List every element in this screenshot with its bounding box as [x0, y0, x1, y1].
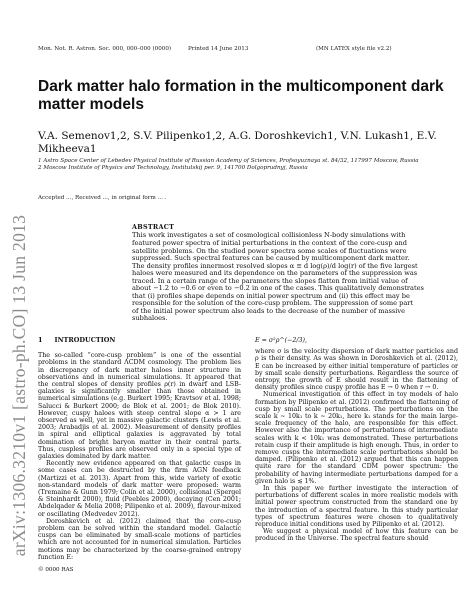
running-head	[38, 46, 458, 52]
section-number: 1	[38, 335, 43, 344]
paper-page	[38, 46, 458, 574]
paragraph: Numerical investigation of this effect in toy models of halo formation by Pilipenko et al. (2012) confirmed the flattening of cusp by small scale perturbations. The perturbations on the scale k ∼ 10k₁ to k ∼ 20k₁, here k₁ stands for the main large-scale frequency of the halo, are responsible for this effect. However also the importance of perturbations of intermediate scales with k < 10k₁ was demonstrated. These perturbations retain cusp if their amplitude is high enough. Thus, in order to remove cusps the intermediate scale perturbations should be damped. (Pilipenko et al. (2012) argued that this can happen quite rare for the standard CDM power spectrum: the probability of having intermediate perturbations damped for a given halo is ≲ 1%.	[255, 391, 458, 485]
abstract-heading: ABSTRACT	[132, 223, 175, 232]
two-column-body	[38, 337, 458, 574]
author-list: V.A. Semenov1,2, S.V. Pilipenko1,2, A.G. Doroshkevich1, V.N. Lukash1, E.V. Mikheeva1	[38, 130, 437, 155]
abstract-block	[132, 223, 458, 323]
journal-line: Mon. Not. R. Astron. Soc. 000, 000–000 (0000)	[38, 46, 172, 52]
abstract-line: haloes were measured and its dependence on the parameters of the suppression was	[132, 269, 418, 278]
paragraph: The so-called “core-cusp problem” is one of the essential problems in the standard ΛCDM cosmology. The problem lies in discrepancy of dark matter haloes inner structure in observations and in numerical simulations. It appeared that the central slopes of density profiles ρ(r) in dwarf and LSB-galaxies is significantly smaller than those obtained in numerical simulations (e.g. Burkert 1995; Kravtsov et al. 1998; Salucci & Burkert 2000; de Blok et al. 2001; de Blok 2010). However, cuspy haloes with steep central slope α > 1 are observed as well, yet in massive galactic clusters (Lewis et al. 2003; Arabadjis et al. 2002). Measurement of density profiles in spiral and elliptical galaxies is aggravated by total domination of bright baryon matter in their central parts. Thus, cuspless profiles are observed only in a special type of galaxies dominated by dark matter.	[38, 352, 241, 461]
paragraph: In this paper we further investigate the interaction of perturbations of different scales in more realistic models with initial power spectrum constructed from the standard one by the introduction of a spectral feature. In this study particular types of spectrum features were chosen to qualitatively reproduce initial conditions used by Pilipenko et al. (2012).	[255, 485, 458, 529]
paragraph: We suggest a physical model of how this feature can be produced in the Universe. The spectral feature should	[255, 528, 458, 543]
entropy-equation: E = σ²ρ^(−2/3),	[255, 336, 308, 344]
abstract-line: that (i) profiles shape depends on initial power spectrum and (ii) this effect may be	[132, 291, 410, 300]
style-note: (MN LATEX style file v2.2)	[316, 46, 392, 52]
section-heading	[38, 337, 241, 344]
abstract-line: featured power spectra of initial perturbations in the context of the core-cusp and	[132, 238, 408, 247]
section-title: INTRODUCTION	[54, 335, 116, 344]
abstract-line: of the initial power spectrum also leads to the decrease of the number of massive	[132, 306, 405, 315]
printed-date: Printed 14 June 2013	[188, 46, 249, 52]
paragraph: Recently new evidence appeared on that galactic cusps in some cases can be destructed by the firm AGN feedback (Martizzi et al. 2013). Apart from this, wide variety of exotic non-standard models of dark matter were proposed: warm (Tremaine & Gunn 1979; Colín et al. 2000), collisional (Spergel & Steinhardt 2000), fluid (Peebles 2000), decaying (Cen 2001; Abdelqader & Melia 2008; Pilipenko et al. 2009), flavour-mixed or oscillating (Medvedev 2012).	[38, 460, 241, 518]
arxiv-identifier-stamp	[6, 170, 34, 600]
paper-title: Dark matter halo formation in the multicomponent dark matter models	[38, 78, 444, 113]
abstract-line: satellite problems. On the studied power spectra some scales of fluctuations were	[132, 246, 407, 255]
abstract-line: responsible for the solution of the core-cusp problem. The suppression of some part	[132, 299, 414, 308]
affiliation-1: 1 Astro Space Center of Lebedev Physical Institute of Russian Academy of Sciences, Profsoyuznaya st. 84/32, 117997 Moscow, Russia	[38, 158, 419, 164]
accepted-line: Accepted ..., Received ..., in original form ... .	[38, 195, 167, 202]
abstract-body	[132, 232, 458, 323]
arxiv-stamp-text: arXiv:1306.3210v1 [astro-ph.CO] 13 Jun 2013	[9, 214, 30, 556]
abstract-line: The density profiles innermost resolved slopes α ≡ d log(ρ)/d log(r) of the five largest	[132, 261, 418, 270]
abstract-line: traced. In a certain range of the parameters the slopes flatten from initial value of	[132, 276, 408, 285]
left-column	[38, 337, 241, 574]
copyright-notice: © 0000 RAS	[38, 567, 74, 574]
abstract-line: suppressed. Such spectral features can be caused by multicomponent dark matter.	[132, 254, 410, 263]
paragraph: Doroshkevich et al. (2012) claimed that the core-cusp problem can be solved within the standard model. Galactic cusps can be eliminated by small-scale motions of particles which are not accounted for in numerical simulation. Particles motions may be characterized by the coarse-grained entropy function E:	[38, 517, 241, 561]
paragraph: where σ is the velocity dispersion of dark matter particles and ρ is their density. As was shown in Doroshkevich et al. (2012), E can be increased by either initial temperature of particles or by small scale density perturbations. Regardless the source of entropy, the growth of E should result in the flattening of density profiles since cuspy profile has E → 0 when r → 0.	[255, 348, 458, 392]
abstract-line: about −1.2 to −0.6 or even to −0.2 in one of the cases. This qualitatively demonstrates	[132, 284, 424, 293]
right-column	[255, 337, 458, 574]
affiliation-2: 2 Moscow Institute of Physics and Technology, Institutskij per. 9, 141700 Dolgoprudnyj, Russia	[38, 165, 308, 172]
abstract-line: subhaloes.	[132, 314, 168, 323]
abstract-line: This work investigates a set of cosmological collisionless N-body simulations with	[132, 231, 406, 240]
